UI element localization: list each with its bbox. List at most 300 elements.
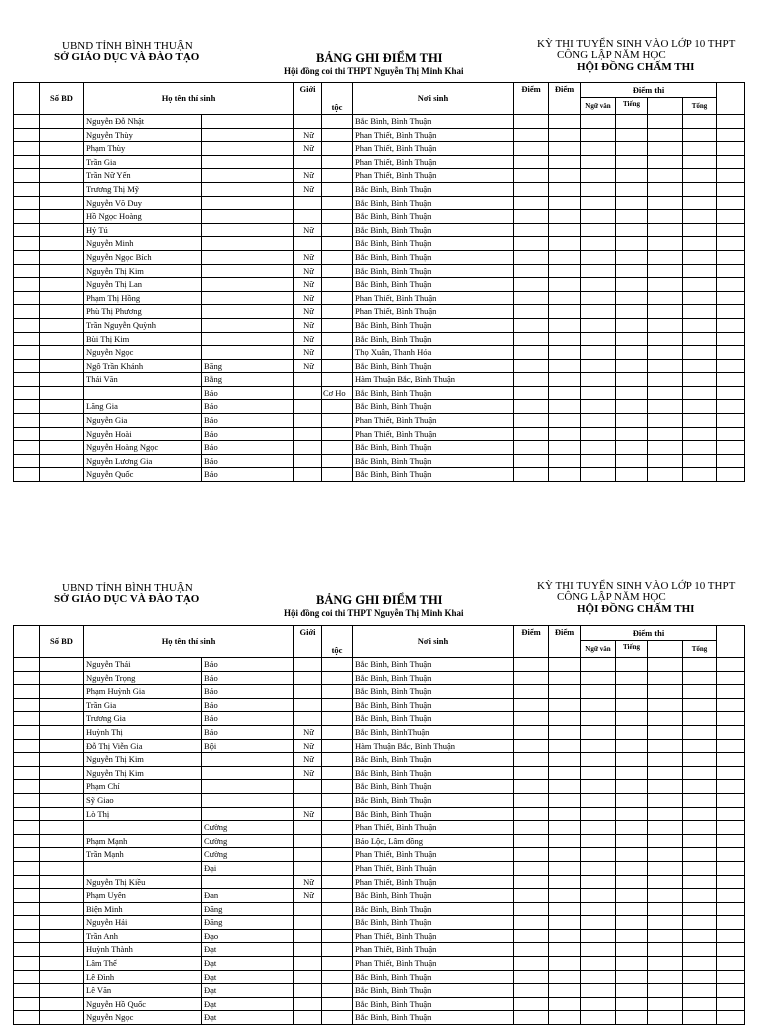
- gender-cell: [294, 780, 322, 794]
- birthplace-cell: Thọ Xuân, Thanh Hóa: [353, 346, 514, 360]
- header-gender: Giới: [294, 626, 322, 658]
- student-given-name: Bảo: [202, 386, 294, 400]
- gender-cell: Nữ: [294, 332, 322, 346]
- diem-1-cell: [514, 821, 549, 835]
- trailing-cell: [717, 414, 745, 428]
- ngu-van-score-cell: [581, 725, 616, 739]
- gender-cell: [294, 861, 322, 875]
- table-row: [14, 305, 745, 319]
- student-given-name: [202, 305, 294, 319]
- birthplace-cell: Bắc Bình, Bình Thuận: [353, 671, 514, 685]
- student-name: Nguyễn Minh: [84, 237, 202, 251]
- student-name: Phạm Thị Hồng: [84, 291, 202, 305]
- student-given-name: [202, 210, 294, 224]
- birthplace-cell: Bắc Bình, Bình Thuận: [353, 984, 514, 998]
- table-row: [14, 359, 745, 373]
- diem-1-cell: [514, 441, 549, 455]
- diem-2-cell: [549, 291, 581, 305]
- student-name: Phạm Thùy: [84, 142, 202, 156]
- birthplace-cell: Bắc Bình, Bình Thuận: [353, 182, 514, 196]
- table-row: [14, 332, 745, 346]
- tong-score-cell: [683, 807, 717, 821]
- ngu-van-score-cell: [581, 128, 616, 142]
- student-given-name: [202, 766, 294, 780]
- student-given-name: Đạt: [202, 970, 294, 984]
- ethnic-cell: [322, 943, 353, 957]
- row-index-cell: [14, 386, 40, 400]
- diem-1-cell: [514, 861, 549, 875]
- ethnic-cell: [322, 142, 353, 156]
- gender-cell: [294, 957, 322, 971]
- row-index-cell: [14, 346, 40, 360]
- ethnic-cell: [322, 658, 353, 672]
- header-name: Họ tên thí sinh: [84, 83, 294, 115]
- tong-score-cell: [683, 332, 717, 346]
- tong-score-cell: [683, 250, 717, 264]
- tong-score-cell: [683, 386, 717, 400]
- sbd-cell: [40, 291, 84, 305]
- trailing-cell: [717, 400, 745, 414]
- tieng-score-cell: [616, 155, 648, 169]
- tong-score-cell: [683, 278, 717, 292]
- blank-score-cell: [648, 916, 683, 930]
- blank-score-cell: [648, 182, 683, 196]
- row-index-cell: [14, 766, 40, 780]
- trailing-cell: [717, 346, 745, 360]
- trailing-cell: [717, 332, 745, 346]
- tong-score-cell: [683, 155, 717, 169]
- birthplace-cell: Phan Thiết, Bình Thuận: [353, 821, 514, 835]
- header-ngu-van: Ngữ văn: [581, 98, 616, 115]
- diem-2-cell: [549, 278, 581, 292]
- ethnic-cell: [322, 427, 353, 441]
- blank-score-cell: [648, 997, 683, 1011]
- table-row: [14, 698, 745, 712]
- diem-2-cell: [549, 223, 581, 237]
- student-name: Nguyễn Trọng: [84, 671, 202, 685]
- header-name: Họ tên thí sinh: [84, 626, 294, 658]
- blank-score-cell: [648, 454, 683, 468]
- tong-score-cell: [683, 142, 717, 156]
- row-index-cell: [14, 359, 40, 373]
- gender-cell: [294, 427, 322, 441]
- diem-1-cell: [514, 902, 549, 916]
- birthplace-cell: Phan Thiết, Bình Thuận: [353, 848, 514, 862]
- tieng-score-cell: [616, 766, 648, 780]
- row-index-cell: [14, 414, 40, 428]
- trailing-cell: [717, 359, 745, 373]
- trailing-cell: [717, 250, 745, 264]
- tong-score-cell: [683, 427, 717, 441]
- blank-score-cell: [648, 400, 683, 414]
- ethnic-cell: [322, 305, 353, 319]
- gender-cell: Nữ: [294, 766, 322, 780]
- row-index-cell: [14, 685, 40, 699]
- gender-cell: Nữ: [294, 182, 322, 196]
- ngu-van-score-cell: [581, 237, 616, 251]
- ethnic-cell: [322, 929, 353, 943]
- sbd-cell: [40, 658, 84, 672]
- tong-score-cell: [683, 400, 717, 414]
- grading-council: HỘI ĐỒNG CHẤM THI: [577, 61, 695, 73]
- student-name: Nguyễn Thị Kim: [84, 753, 202, 767]
- ngu-van-score-cell: [581, 468, 616, 482]
- table-row: [14, 834, 745, 848]
- trailing-cell: [717, 155, 745, 169]
- ethnic-cell: [322, 848, 353, 862]
- ethnic-cell: [322, 970, 353, 984]
- student-given-name: Đại: [202, 861, 294, 875]
- gender-cell: [294, 834, 322, 848]
- tieng-score-cell: [616, 834, 648, 848]
- sbd-cell: [40, 373, 84, 387]
- table-row: [14, 264, 745, 278]
- student-name: [84, 386, 202, 400]
- gender-cell: [294, 441, 322, 455]
- diem-2-cell: [549, 943, 581, 957]
- diem-2-cell: [549, 414, 581, 428]
- student-name: Nguyễn Hoài: [84, 427, 202, 441]
- row-index-cell: [14, 712, 40, 726]
- diem-1-cell: [514, 725, 549, 739]
- sbd-cell: [40, 318, 84, 332]
- row-index-cell: [14, 861, 40, 875]
- row-index-cell: [14, 128, 40, 142]
- tieng-score-cell: [616, 305, 648, 319]
- sbd-cell: [40, 468, 84, 482]
- student-name: Bùi Thị Kim: [84, 332, 202, 346]
- ngu-van-score-cell: [581, 359, 616, 373]
- sbd-cell: [40, 305, 84, 319]
- blank-score-cell: [648, 889, 683, 903]
- ethnic-cell: [322, 182, 353, 196]
- student-given-name: Bảo: [202, 427, 294, 441]
- birthplace-cell: Bắc Bình, Bình Thuận: [353, 359, 514, 373]
- student-given-name: Bảo: [202, 685, 294, 699]
- blank-score-cell: [648, 834, 683, 848]
- tong-score-cell: [683, 468, 717, 482]
- tong-score-cell: [683, 373, 717, 387]
- diem-2-cell: [549, 115, 581, 129]
- diem-1-cell: [514, 210, 549, 224]
- ethnic-cell: [322, 780, 353, 794]
- trailing-cell: [717, 984, 745, 998]
- ethnic-cell: [322, 318, 353, 332]
- diem-1-cell: [514, 346, 549, 360]
- trailing-cell: [717, 875, 745, 889]
- ethnic-cell: [322, 753, 353, 767]
- tieng-score-cell: [616, 454, 648, 468]
- student-name: Nguyễn Quốc: [84, 468, 202, 482]
- student-name: Trần Nguyễn Quỳnh: [84, 318, 202, 332]
- row-index-cell: [14, 807, 40, 821]
- student-given-name: [202, 196, 294, 210]
- sbd-cell: [40, 115, 84, 129]
- ngu-van-score-cell: [581, 753, 616, 767]
- ngu-van-score-cell: [581, 332, 616, 346]
- birthplace-cell: Bắc Bình, Bình Thuận: [353, 1011, 514, 1025]
- student-name: Lê Văn: [84, 984, 202, 998]
- tieng-score-cell: [616, 807, 648, 821]
- sbd-cell: [40, 848, 84, 862]
- table-row: [14, 386, 745, 400]
- row-index-cell: [14, 155, 40, 169]
- blank-score-cell: [648, 128, 683, 142]
- row-index-cell: [14, 291, 40, 305]
- tieng-score-cell: [616, 278, 648, 292]
- trailing-cell: [717, 698, 745, 712]
- sbd-cell: [40, 957, 84, 971]
- sbd-cell: [40, 264, 84, 278]
- tieng-score-cell: [616, 142, 648, 156]
- birthplace-cell: Bắc Bình, Bình Thuận: [353, 278, 514, 292]
- birthplace-cell: Bắc Bình, Bình Thuận: [353, 685, 514, 699]
- exam-name: KỲ THI TUYỂN SINH VÀO LỚP 10 THPT: [537, 38, 736, 50]
- header-diem-thi: Điểm thi: [581, 83, 717, 98]
- trailing-cell: [717, 115, 745, 129]
- diem-1-cell: [514, 957, 549, 971]
- student-given-name: [202, 250, 294, 264]
- diem-1-cell: [514, 278, 549, 292]
- ngu-van-score-cell: [581, 155, 616, 169]
- gender-cell: Nữ: [294, 725, 322, 739]
- header-diem-2: Điểm: [549, 83, 581, 115]
- ngu-van-score-cell: [581, 182, 616, 196]
- student-name: Nguyễn Thị Kiều: [84, 875, 202, 889]
- header-birthplace: Nơi sinh: [353, 626, 514, 658]
- student-name: Đỗ Thị Viễn Gia: [84, 739, 202, 753]
- blank-score-cell: [648, 318, 683, 332]
- header-cell-blank: [14, 83, 40, 115]
- gender-cell: [294, 468, 322, 482]
- header-sbd: Số BD: [40, 83, 84, 115]
- student-name: Nguyễn Thị Kim: [84, 766, 202, 780]
- table-row: [14, 223, 745, 237]
- diem-2-cell: [549, 997, 581, 1011]
- blank-score-cell: [648, 237, 683, 251]
- trailing-cell: [717, 997, 745, 1011]
- ethnic-cell: [322, 414, 353, 428]
- table-row: [14, 441, 745, 455]
- gender-cell: [294, 196, 322, 210]
- student-name: Nguyễn Thái: [84, 658, 202, 672]
- student-name: Trần Nữ Yến: [84, 169, 202, 183]
- gender-cell: Nữ: [294, 318, 322, 332]
- student-name: Huỳnh Thành: [84, 943, 202, 957]
- diem-1-cell: [514, 970, 549, 984]
- diem-1-cell: [514, 807, 549, 821]
- diem-1-cell: [514, 848, 549, 862]
- ngu-van-score-cell: [581, 400, 616, 414]
- table-row: [14, 346, 745, 360]
- blank-score-cell: [648, 278, 683, 292]
- ngu-van-score-cell: [581, 943, 616, 957]
- ngu-van-score-cell: [581, 291, 616, 305]
- blank-score-cell: [648, 169, 683, 183]
- blank-score-cell: [648, 346, 683, 360]
- tieng-score-cell: [616, 753, 648, 767]
- tong-score-cell: [683, 957, 717, 971]
- tong-score-cell: [683, 698, 717, 712]
- tong-score-cell: [683, 182, 717, 196]
- ethnic-cell: [322, 468, 353, 482]
- student-name: Ngô Trần Khánh: [84, 359, 202, 373]
- tieng-score-cell: [616, 793, 648, 807]
- diem-2-cell: [549, 753, 581, 767]
- row-index-cell: [14, 848, 40, 862]
- blank-score-cell: [648, 332, 683, 346]
- sbd-cell: [40, 834, 84, 848]
- gender-cell: [294, 997, 322, 1011]
- trailing-cell: [717, 780, 745, 794]
- gender-cell: [294, 902, 322, 916]
- table-row: [14, 861, 745, 875]
- ethnic-cell: [322, 712, 353, 726]
- diem-1-cell: [514, 332, 549, 346]
- grading-council: HỘI ĐỒNG CHẤM THI: [577, 603, 695, 615]
- gender-cell: Nữ: [294, 291, 322, 305]
- sbd-cell: [40, 929, 84, 943]
- tong-score-cell: [683, 861, 717, 875]
- trailing-cell: [717, 766, 745, 780]
- birthplace-cell: Bắc Bình, Bình Thuận: [353, 441, 514, 455]
- ngu-van-score-cell: [581, 780, 616, 794]
- student-given-name: Đăng: [202, 902, 294, 916]
- diem-1-cell: [514, 373, 549, 387]
- diem-2-cell: [549, 984, 581, 998]
- student-name: Nguyễn Lương Gia: [84, 454, 202, 468]
- row-index-cell: [14, 875, 40, 889]
- student-name: Phạm Huỳnh Gia: [84, 685, 202, 699]
- trailing-cell: [717, 753, 745, 767]
- diem-1-cell: [514, 712, 549, 726]
- gender-cell: Nữ: [294, 264, 322, 278]
- blank-score-cell: [648, 821, 683, 835]
- trailing-cell: [717, 848, 745, 862]
- ethnic-cell: [322, 739, 353, 753]
- trailing-cell: [717, 902, 745, 916]
- birthplace-cell: Phan Thiết, Bình Thuận: [353, 128, 514, 142]
- tong-score-cell: [683, 196, 717, 210]
- score-table: [13, 82, 745, 482]
- birthplace-cell: Bắc Bình, Bình Thuận: [353, 250, 514, 264]
- trailing-cell: [717, 929, 745, 943]
- sbd-cell: [40, 427, 84, 441]
- tieng-score-cell: [616, 916, 648, 930]
- sbd-cell: [40, 332, 84, 346]
- row-index-cell: [14, 821, 40, 835]
- gender-cell: Nữ: [294, 875, 322, 889]
- table-row: [14, 929, 745, 943]
- tieng-score-cell: [616, 427, 648, 441]
- tong-score-cell: [683, 943, 717, 957]
- birthplace-cell: Phan Thiết, Bình Thuận: [353, 427, 514, 441]
- ethnic-cell: [322, 984, 353, 998]
- student-name: Hồ Ngọc Hoàng: [84, 210, 202, 224]
- ethnic-cell: Cơ Ho: [322, 386, 353, 400]
- sbd-cell: [40, 970, 84, 984]
- gender-cell: [294, 712, 322, 726]
- blank-score-cell: [648, 264, 683, 278]
- sbd-cell: [40, 793, 84, 807]
- school-year: CÔNG LẬP NĂM HỌC: [557, 591, 666, 603]
- ngu-van-score-cell: [581, 658, 616, 672]
- gender-cell: [294, 848, 322, 862]
- diem-1-cell: [514, 386, 549, 400]
- gender-cell: Nữ: [294, 753, 322, 767]
- ethnic-cell: [322, 861, 353, 875]
- tieng-score-cell: [616, 725, 648, 739]
- diem-1-cell: [514, 943, 549, 957]
- student-given-name: [202, 237, 294, 251]
- student-given-name: [202, 807, 294, 821]
- birthplace-cell: Bắc Bình, Bình Thuận: [353, 712, 514, 726]
- birthplace-cell: Bắc Bình, Bình Thuận: [353, 318, 514, 332]
- ethnic-cell: [322, 725, 353, 739]
- agency-name: UBND TỈNH BÌNH THUẬN: [62, 582, 193, 594]
- tieng-score-cell: [616, 400, 648, 414]
- student-name: Nguyễn Thị Kim: [84, 264, 202, 278]
- ethnic-cell: [322, 766, 353, 780]
- gender-cell: Nữ: [294, 807, 322, 821]
- ngu-van-score-cell: [581, 196, 616, 210]
- birthplace-cell: Phan Thiết, Bình Thuận: [353, 861, 514, 875]
- student-given-name: Bảo: [202, 468, 294, 482]
- diem-2-cell: [549, 400, 581, 414]
- sbd-cell: [40, 155, 84, 169]
- ngu-van-score-cell: [581, 902, 616, 916]
- birthplace-cell: Bắc Bình, Bình Thuận: [353, 889, 514, 903]
- sbd-cell: [40, 414, 84, 428]
- birthplace-cell: Bắc Bình, BìnhThuận: [353, 725, 514, 739]
- student-name: [84, 861, 202, 875]
- header-ngu-van: Ngữ văn: [581, 641, 616, 658]
- diem-2-cell: [549, 427, 581, 441]
- trailing-cell: [717, 957, 745, 971]
- blank-score-cell: [648, 250, 683, 264]
- ethnic-cell: [322, 685, 353, 699]
- table-row: [14, 725, 745, 739]
- tong-score-cell: [683, 169, 717, 183]
- tong-score-cell: [683, 128, 717, 142]
- row-index-cell: [14, 142, 40, 156]
- gender-cell: Nữ: [294, 128, 322, 142]
- tong-score-cell: [683, 658, 717, 672]
- ethnic-cell: [322, 223, 353, 237]
- tong-score-cell: [683, 834, 717, 848]
- tieng-score-cell: [616, 223, 648, 237]
- tieng-score-cell: [616, 889, 648, 903]
- diem-2-cell: [549, 359, 581, 373]
- sheet-subtitle: Hội đồng coi thi THPT Nguyễn Thị Minh Khai: [284, 66, 464, 76]
- birthplace-cell: Bắc Bình, Bình Thuận: [353, 997, 514, 1011]
- diem-1-cell: [514, 753, 549, 767]
- student-given-name: [202, 875, 294, 889]
- blank-score-cell: [648, 970, 683, 984]
- blank-score-cell: [648, 712, 683, 726]
- diem-1-cell: [514, 414, 549, 428]
- birthplace-cell: Phan Thiết, Bình Thuận: [353, 305, 514, 319]
- diem-1-cell: [514, 1011, 549, 1025]
- student-given-name: [202, 128, 294, 142]
- blank-score-cell: [648, 861, 683, 875]
- row-index-cell: [14, 671, 40, 685]
- tieng-score-cell: [616, 875, 648, 889]
- sbd-cell: [40, 916, 84, 930]
- blank-score-cell: [648, 142, 683, 156]
- row-index-cell: [14, 929, 40, 943]
- diem-2-cell: [549, 671, 581, 685]
